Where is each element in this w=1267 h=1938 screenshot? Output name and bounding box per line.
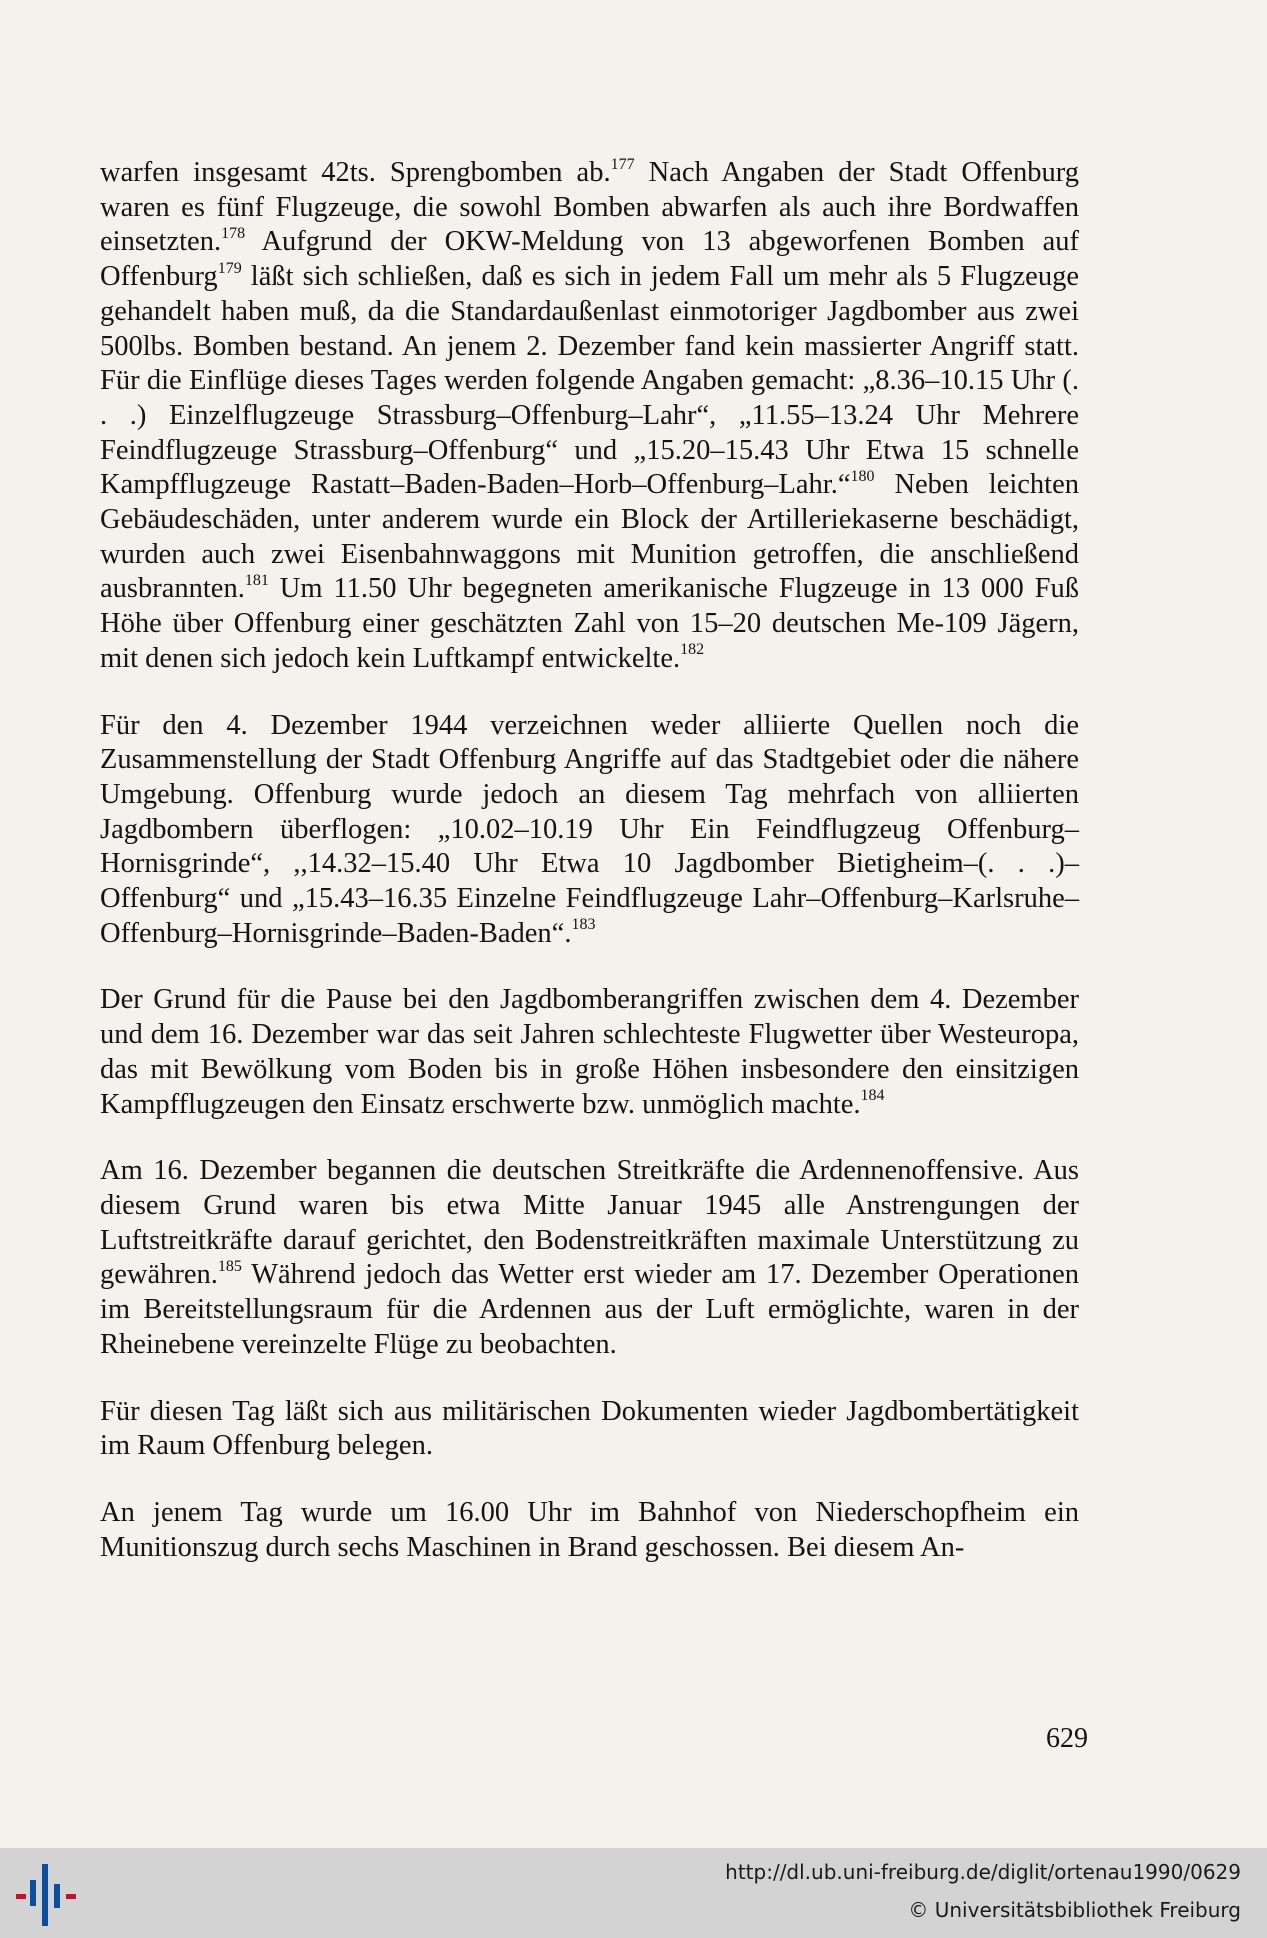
text-run: Um 11.50 Uhr begegneten amerikanische Flugzeuge in 13 000 Fuß Höhe über Offenburg einer geschätzten Zahl von 15–20 deutschen Me-109 Jägern, mit denen sich jedoch kein Luftkampf entwickelte.: [100, 573, 1079, 674]
footnote-marker: 183: [571, 916, 596, 934]
text-run: Für den 4. Dezember 1944 verzeichnen weder alliierte Quellen noch die Zusammenstellung der Stadt Offenburg Angriffe auf das Stadtgebiet oder die nähere Umgebung. Offenburg wurde jedoch an diesem Tag mehrfach von alliierten Jagdbombern überflogen: „10.02–10.19 Uhr Ein Feindflugzeug Offenburg–Hornisgrinde“, ,,14.32–15.40 Uhr Etwa 10 Jagdbomber Bietigheim–(. . .)–Offenburg“ und „15.43–16.35 Einzelne Feindflugzeuge Lahr–Offenburg–Karlsruhe–Offenburg–Hornisgrinde–Baden-Baden“.: [100, 709, 1079, 949]
page-number: 629: [1046, 1723, 1088, 1754]
paragraph: [100, 1395, 1079, 1464]
text-run: Am 16. Dezember begannen die deutschen Streitkräfte die Ardennenoffensive. Aus diesem Grund waren bis etwa Mitte Januar 1945 alle Anstrengungen der Luftstreitkräfte darauf gerichtet, den Bodenstreitkräften maximale Unterstützung zu gewähren.: [100, 1155, 1079, 1291]
footnote-marker: 182: [680, 641, 705, 659]
text-run: An jenem Tag wurde um 16.00 Uhr im Bahnhof von Niederschopfheim ein Munitionszug durch sechs Maschinen in Brand geschossen. Bei diesem An-: [100, 1496, 1079, 1563]
text-run: läßt sich schließen, daß es sich in jedem Fall um mehr als 5 Flugzeuge gehandelt haben muß, da die Standardaußenlast einmotoriger Jagdbomber aus zwei 500lbs. Bomben bestand. An jenem 2. Dezember fand kein massierter Angriff statt. Für die Einflüge dieses Tages werden folgende Angaben gemacht: „8.36–10.15 Uhr (. . .) Einzelflugzeuge Strassburg–Offenburg–Lahr“, „11.55–13.24 Uhr Mehrere Feindflugzeuge Strassburg–Offenburg“ und „15.20–15.43 Uhr Etwa 15 schnelle Kampfflugzeuge Rastatt–Baden-Baden–Horb–Offenburg–Lahr.“: [100, 261, 1079, 501]
footnote-marker: 184: [860, 1087, 885, 1105]
footnote-marker: 180: [850, 467, 875, 485]
text-run: Aufgrund der OKW-Meldung von 13 abgeworfenen Bomben auf Offenburg: [100, 226, 1079, 293]
footer-bar: [0, 1848, 1267, 1938]
text-run: Für diesen Tag läßt sich aus militärischen Dokumenten wieder Jagdbombertätigkeit im Raum Offenburg belegen.: [100, 1395, 1079, 1462]
footnote-marker: 179: [217, 259, 242, 277]
footnote-marker: 181: [244, 571, 269, 589]
footnote-marker: 178: [221, 224, 246, 242]
text-run: Während jedoch das Wetter erst wieder am 17. Dezember Operationen im Bereitstellungsraum für die Ardennen aus der Luft ermöglichte, waren in der Rheinebene vereinzelte Flüge zu beobachten.: [100, 1259, 1079, 1360]
text-run: Neben leichten Gebäudeschäden, unter anderem wurde ein Block der Artilleriekaserne beschädigt, wurden auch zwei Eisenbahnwaggons mit Munition getroffen, die anschließend ausbrannten.: [100, 469, 1079, 605]
source-url-link[interactable]: http://dl.ub.uni-freiburg.de/diglit/ortenau1990/0629: [725, 1860, 1241, 1884]
paragraph: [100, 1154, 1079, 1362]
text-run: Nach Angaben der Stadt Offenburg waren es fünf Flugzeuge, die sowohl Bomben abwarfen als auch ihre Bordwaffen einsetzten.: [100, 157, 1079, 258]
footnote-marker: 177: [610, 155, 635, 173]
text-run: Der Grund für die Pause bei den Jagdbomberangriffen zwischen dem 4. Dezember und dem 16. Dezember war das seit Jahren schlechteste Flugwetter über Westeuropa, das mit Bewölkung vom Boden bis in große Höhen insbesondere den einsitzigen Kampfflugzeugen den Einsatz erschwerte bzw. unmöglich machte.: [100, 984, 1079, 1120]
paragraph: [100, 156, 1079, 677]
ub-freiburg-logo-icon: [16, 1858, 80, 1930]
footnote-marker: 185: [217, 1257, 242, 1275]
library-logo: [16, 1858, 80, 1930]
body-text: [100, 156, 1079, 1597]
paragraph: [100, 1496, 1079, 1565]
copyright-notice: © Universitätsbibliothek Freiburg: [908, 1898, 1241, 1922]
paragraph: [100, 709, 1079, 952]
text-run: warfen insgesamt 42ts. Sprengbomben ab.: [100, 157, 611, 188]
paragraph: [100, 983, 1079, 1122]
